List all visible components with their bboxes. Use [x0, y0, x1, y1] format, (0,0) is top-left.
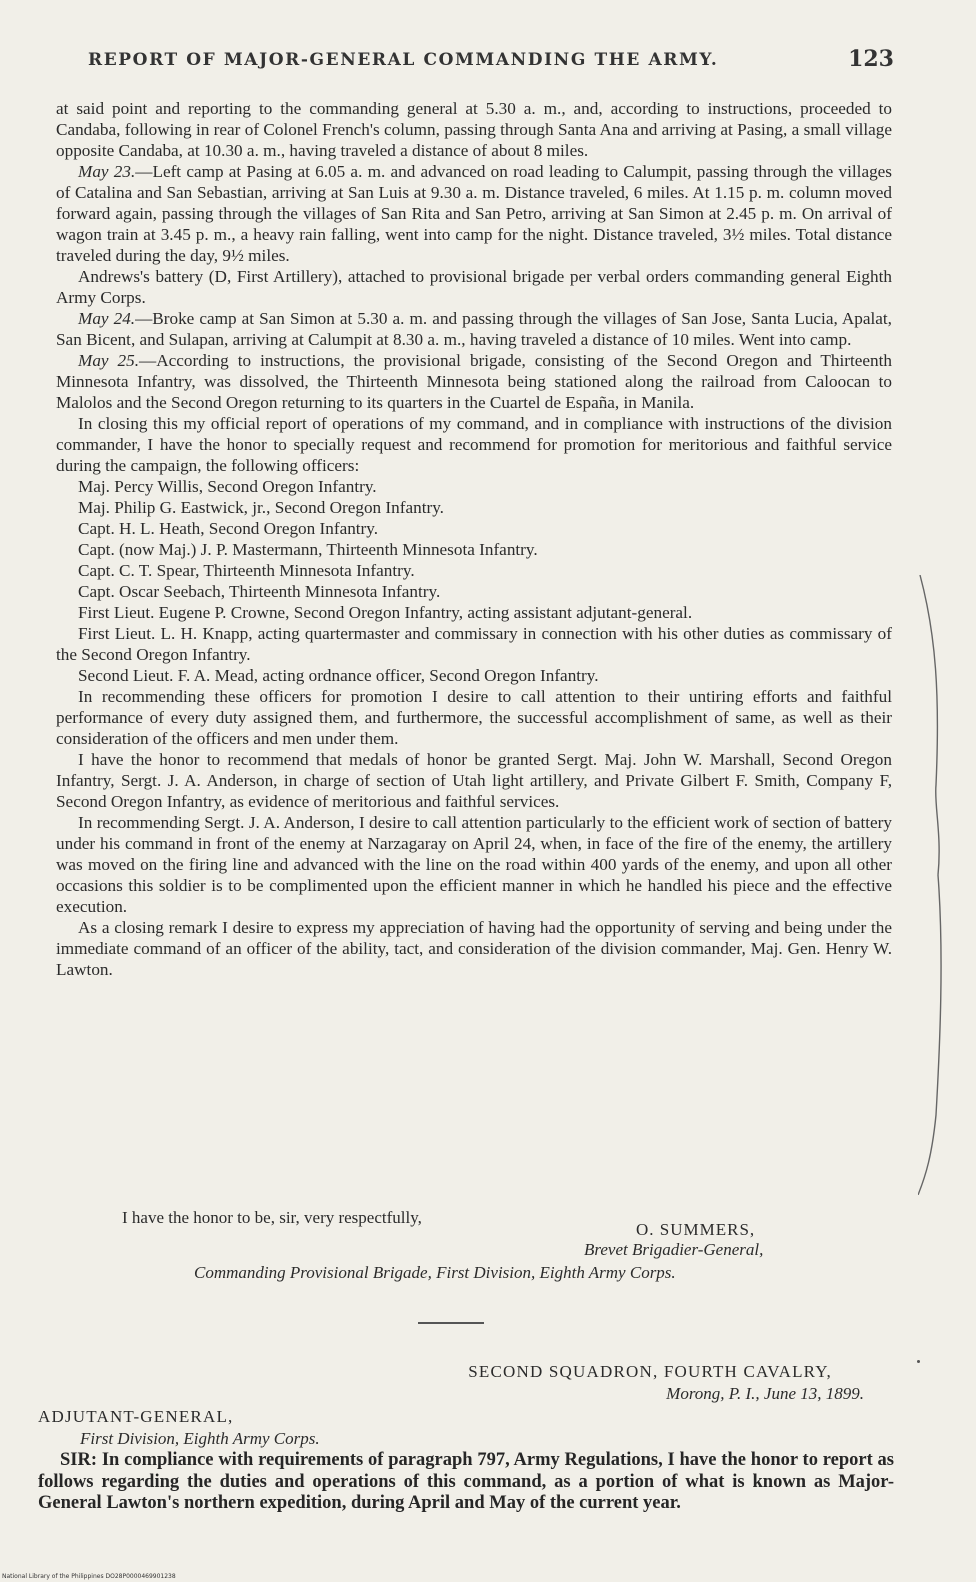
- paragraph-3: Andrews's battery (D, First Artillery), attached to provisional brigade per verbal orders commanding general Eighth Army Corps.: [56, 267, 892, 307]
- addressee-block: [38, 1407, 320, 1449]
- officer-item: Capt. Oscar Seebach, Thirteenth Minnesota Infantry.: [78, 582, 441, 601]
- officer-item: First Lieut. Eugene P. Crowne, Second Oregon Infantry, acting assistant adjutant-general.: [78, 603, 693, 622]
- page-number: 123: [848, 46, 894, 72]
- paragraph-2: [56, 161, 892, 266]
- closing-line: I have the honor to be, sir, very respectfully,: [122, 1208, 422, 1227]
- paragraph-4: [56, 308, 892, 350]
- section-divider: [418, 1322, 484, 1324]
- signer-name: O. SUMMERS,: [636, 1220, 756, 1239]
- officer-list: [56, 476, 892, 686]
- running-title: REPORT OF MAJOR-GENERAL COMMANDING THE ARMY.: [88, 50, 719, 70]
- signer-rank: Brevet Brigadier-General,: [584, 1240, 764, 1259]
- date-may-23: May 23.: [78, 162, 136, 181]
- officer-item: Maj. Percy Willis, Second Oregon Infantry.: [78, 477, 377, 496]
- paragraph-8: I have the honor to recommend that medals of honor be granted Sergt. Maj. John W. Marshall, Second Oregon Infantry, Sergt. J. A. Anderson, in charge of section of Utah light artillery, and Private Gilbert F. Smith, Company F, Second Oregon Infantry, as evidence of meritorious and faithful services.: [56, 750, 892, 811]
- officer-item: Second Lieut. F. A. Mead, acting ordnance officer, Second Oregon Infantry.: [78, 666, 599, 685]
- paragraph-4-text: —Broke camp at San Simon at 5.30 a. m. and passing through the villages of San Jose, Santa Lucia, Apalat, San Bicent, and Sulapan, arriving at Calumpit at 8.30 a. m., having traveled a distance of 10 miles. Went into camp.: [56, 309, 892, 349]
- running-header: [88, 46, 894, 76]
- paragraph-9: In recommending Sergt. J. A. Anderson, I desire to call attention particularly to the efficient work of section of battery under his command in front of the enemy at Narzagaray on April 24, when, in face of the fire of the enemy, the artillery was moved on the firing line and advanced with the line on the road within 400 yards of the enemy, and upon all other occasions this soldier is to be complimented upon the efficient manner in which he handled his piece and the effective execution.: [56, 813, 892, 916]
- addressee-org: First Division, Eighth Army Corps.: [80, 1429, 320, 1448]
- officer-item: Maj. Philip G. Eastwick, jr., Second Oregon Infantry.: [78, 498, 444, 517]
- date-may-24: May 24.: [78, 309, 136, 328]
- addressee: ADJUTANT-GENERAL,: [38, 1407, 234, 1426]
- salutation: SIR:: [60, 1450, 98, 1470]
- margin-bracket-mark: [918, 575, 944, 1195]
- signer-command: Commanding Provisional Brigade, First Division, Eighth Army Corps.: [194, 1263, 676, 1282]
- opening-text: In compliance with requirements of paragraph 797, Army Regulations, I have the honor to report as follows regarding the duties and operations of this command, as a portion of what is known as Major-General Lawton's northern expedition, during April and May of the current year.: [38, 1450, 894, 1513]
- paragraph-5-text: —According to instructions, the provisional brigade, consisting of the Second Oregon and Thirteenth Minnesota Infantry, was dissolved, the Thirteenth Minnesota being stationed along the railroad from Caloocan to Malolos and the Second Oregon returning to its quarters in the Cuartel de España, in Manila.: [56, 351, 892, 412]
- letter-opening: [38, 1450, 894, 1515]
- paragraph-2-text: —Left camp at Pasing at 6.05 a. m. and advanced on road leading to Calumpit, passing through the villages of Catalina and San Sebastian, arriving at San Luis at 9.30 a. m. Distance traveled, 6 miles. At 1.15 p. m. column moved forward again, passing through the villages of San Rita and San Petro, arriving at San Simon at 2.45 p. m. On arrival of wagon train at 3.45 p. m., a heavy rain falling, went into camp for the night. Distance traveled, 3½ miles. Total distance traveled during the day, 9½ miles.: [56, 162, 892, 265]
- officer-item: First Lieut. L. H. Knapp, acting quartermaster and commissary in connection with his other duties as commissary of the Second Oregon Infantry.: [56, 624, 892, 664]
- officer-item: Capt. (now Maj.) J. P. Mastermann, Thirteenth Minnesota Infantry.: [78, 540, 538, 559]
- report-body: [56, 98, 892, 980]
- paragraph-5: [56, 350, 892, 413]
- date-may-25: May 25.: [78, 351, 140, 370]
- opening-paragraph: [38, 1450, 894, 1515]
- margin-dot: [917, 1360, 920, 1363]
- paragraph-7: In recommending these officers for promotion I desire to call attention to their untiring efforts and faithful performance of every duty assigned them, and furthermore, the successful accomplishment of same, as well as their consideration of the officers and men under them.: [56, 687, 892, 748]
- officer-item: Capt. H. L. Heath, Second Oregon Infantry.: [78, 519, 379, 538]
- paragraph-6: In closing this my official report of operations of my command, and in compliance with instructions of the division commander, I have the honor to specially request and recommend for promotion for meritorious and faithful service during the campaign, the following officers:: [56, 414, 892, 475]
- unit-heading: SECOND SQUADRON, FOURTH CAVALRY,: [468, 1362, 832, 1381]
- place-date: Morong, P. I., June 13, 1899.: [666, 1384, 864, 1403]
- paragraph-1: at said point and reporting to the commanding general at 5.30 a. m., and, according to instructions, proceeded to Candaba, following in rear of Colonel French's column, passing through Santa Ana and arriving at Pasing, a small village opposite Candaba, at 10.30 a. m., having traveled a distance of about 8 miles.: [56, 99, 892, 160]
- officer-item: Capt. C. T. Spear, Thirteenth Minnesota Infantry.: [78, 561, 415, 580]
- footer-credit: National Library of the Philippines DO28P0000469901238: [2, 1573, 176, 1580]
- paragraph-10: As a closing remark I desire to express my appreciation of having had the opportunity of serving and being under the immediate command of an officer of the ability, tact, and consideration of the division commander, Maj. Gen. Henry W. Lawton.: [56, 918, 892, 979]
